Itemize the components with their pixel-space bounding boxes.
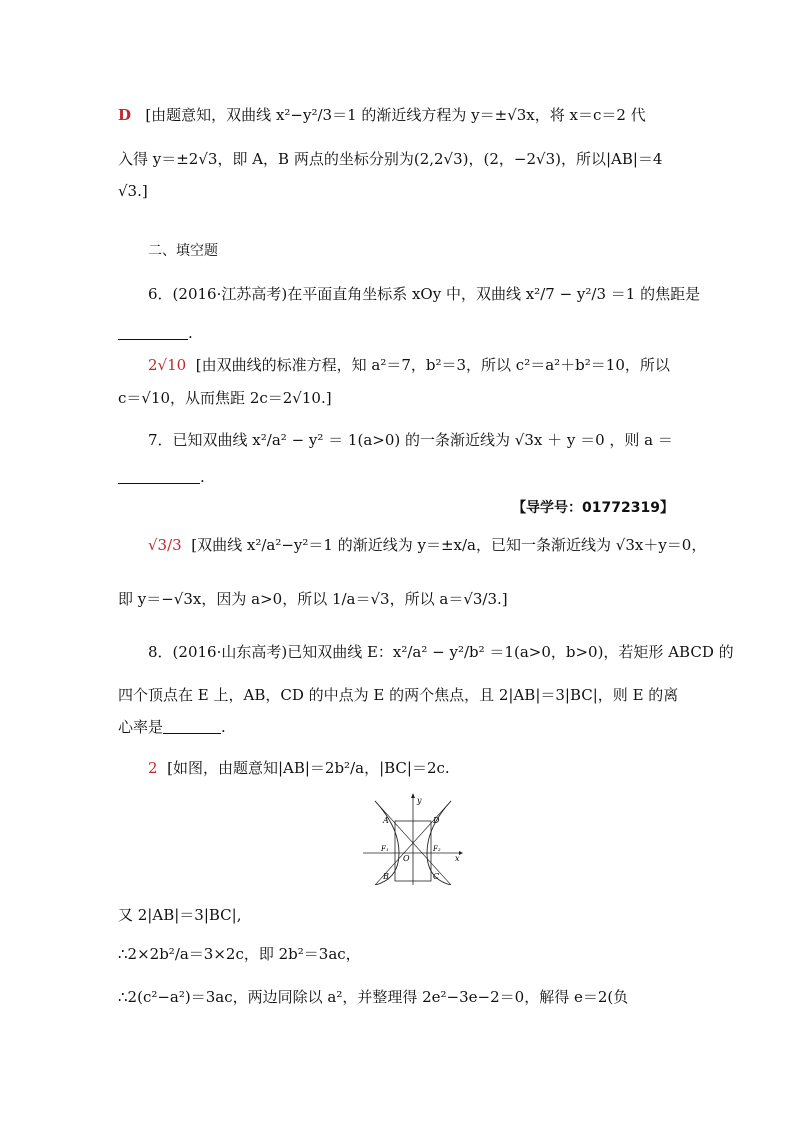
q8-line2: 四个顶点在 E 上，AB，CD 的中点为 E 的两个焦点，且 2|AB|＝3|BC|，则 E 的离: [118, 686, 679, 704]
a7-line1: [148, 534, 707, 556]
a7-text1: [双曲线 x²/a²−y²＝1 的渐近线为 y＝±x/a，已知一条渐近线为 √3x＋y＝0，: [191, 536, 707, 554]
x-axis-arrow: [459, 851, 463, 855]
q8-line3: 心率是 .: [118, 718, 226, 736]
q7-line1: 7．已知双曲线 x²/a² − y² ＝ 1(a>0) 的一条渐近线为 √3x ＋ y ＝0 ，则 a ＝: [148, 431, 673, 449]
answer5-text1: [由题意知，双曲线 x²−y²/3＝1 的渐近线方程为 y＝±√3x，将 x＝c＝2 代: [145, 106, 646, 124]
label-y: y: [417, 796, 422, 805]
answer5-line1: [118, 104, 674, 126]
a8-text1: [如图，由题意知|AB|＝2b²/a，|BC|＝2c.: [167, 759, 450, 777]
a7-answer: √3/3: [148, 536, 182, 554]
label-a: A: [383, 816, 389, 825]
answer5-line2: 入得 y＝±2√3，即 A，B 两点的坐标分别为(2,2√3)，(2，−2√3)，所以|AB|＝4: [118, 150, 663, 168]
label-f1: F₁: [381, 845, 389, 853]
a8-line1: [148, 757, 674, 779]
a6-line1: [148, 354, 674, 376]
section-title: 二、填空题: [148, 243, 218, 259]
a8-line2: 又 2|AB|＝3|BC|,: [118, 906, 242, 924]
answer5-line3: √3.]: [118, 182, 148, 200]
a6-answer: 2√10: [148, 356, 187, 374]
a6-text1: [由双曲线的标准方程，知 a²＝7，b²＝3，所以 c²＝a²＋b²＝10，所以: [195, 356, 670, 374]
y-axis-arrow: [411, 793, 415, 798]
q8-line1: 8．(2016·山东高考)已知双曲线 E：x²/a² − y²/b² ＝1(a>0，b>0)，若矩形 ABCD 的: [148, 643, 734, 661]
a8-line4: ∴2(c²−a²)＝3ac，两边同除以 a²，并整理得 2e²−3e−2＝0，解得 e＝2(负: [118, 988, 629, 1006]
q6-line2-end: .: [188, 324, 193, 342]
a6-line2: c＝√10，从而焦距 2c＝2√10.]: [118, 389, 332, 407]
label-x: x: [455, 854, 460, 863]
label-b: B: [383, 872, 389, 881]
q7-blank: [118, 469, 200, 484]
label-o: O: [403, 854, 410, 863]
q6-line1: 6．(2016·江苏高考)在平面直角坐标系 xOy 中，双曲线 x²/7 − y²/3 ＝1 的焦距是: [148, 285, 701, 303]
hyperbola-figure: [363, 793, 463, 885]
q8-line3-text: 心率是: [118, 718, 164, 736]
a8-answer: 2: [148, 759, 158, 777]
a7-line2: 即 y＝−√3x，因为 a>0，所以 1/a＝√3，所以 a＝√3/3.]: [118, 590, 508, 608]
q7-guide: 【导学号：01772319】: [512, 500, 674, 516]
q7-line2-end: .: [200, 468, 205, 486]
a8-line3: ∴2×2b²/a＝3×2c，即 2b²＝3ac，: [118, 945, 361, 963]
q7-line2: [118, 466, 674, 488]
q6-blank: [118, 325, 188, 340]
q6-line2: [118, 322, 674, 344]
label-d: D: [433, 816, 440, 825]
answer5-letter: D: [118, 106, 132, 124]
q8-blank: [163, 719, 221, 734]
label-c: C: [433, 872, 440, 881]
label-f2: F₂: [433, 845, 441, 853]
